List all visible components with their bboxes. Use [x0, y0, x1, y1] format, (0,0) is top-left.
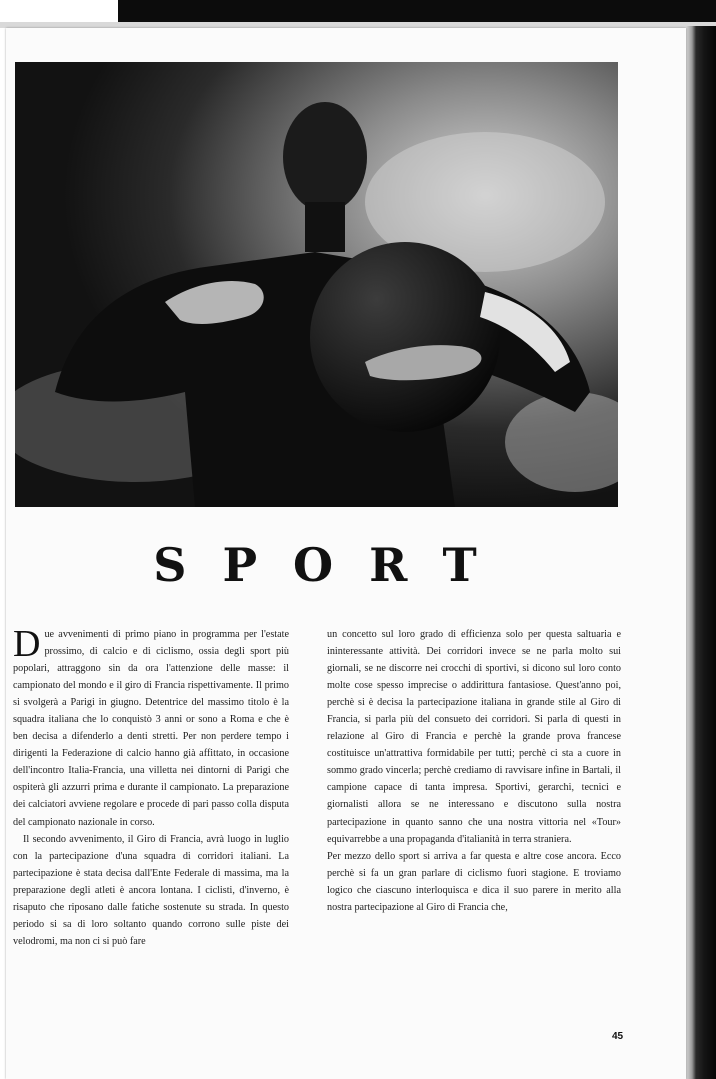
- article-paragraph: Per mezzo dello sport si arriva a far questa e altre cose ancora. Ecco perchè si fa un gran parlare di ciclismo fuori stagione. E troviamo logico che ciascuno interloquisca e dica il suo parere in merito alla nostra partecipazione al Giro di Francia che,: [327, 850, 621, 913]
- section-title: SPORT: [153, 538, 513, 592]
- article-column-left: [13, 623, 289, 950]
- page-number: 45: [612, 1031, 624, 1042]
- article-paragraph: Il secondo avvenimento, il Giro di Francia, avrà luogo in luglio con la partecipazione d'una squadra di corridori italiani. La partecipazione è stata decisa dall'Ente Federale di massima, ma la preparazione degli atleti è ancora lontana. I ciclisti, d'inverno, è risaputo che riposano dalle fatiche sostenute su strada. In questo periodo si sa di loro soltanto quando corrono sulle piste dei velodromi, ma non ci si può fare: [13, 833, 289, 947]
- article-column-right: [327, 626, 621, 916]
- footballer-photo-illustration: [15, 62, 618, 507]
- sport-photo: [15, 62, 618, 507]
- drop-cap: D: [13, 623, 41, 665]
- article-paragraph-text: ue avvenimenti di primo piano in programma per l'estate prossimo, di calcio e di ciclismo, ossia degli sport più popolari, attraggono sin da ora l'attenzione delle masse: il campionato del mondo e il giro di Francia rispettivamente. Il primo si svolgerà a Parigi in giugno. Detentrice del massimo titolo è la squadra italiana che lo conquistò 3 anni or sono a Roma e che è ben decisa a difenderlo a denti stretti. Per non perdere tempo i dirigenti la Federazione di calcio hanno già affittato, in occasione dell'incontro Italia-Francia, una villetta nei dintorni di Parigi che ospiterà gli azzurri prima e durante il campionato. La preparazione dei calciatori avviene regolare e procede di pari passo colla disputa del campionato nazionale in corso.: [13, 629, 289, 828]
- article-paragraph: [13, 623, 289, 831]
- article-paragraph: un concetto sul loro grado di efficienza solo per questa saltuaria e ininteressante attività. Dei corridori invece se ne parla molto sui giornali, se ne discorre nei crocchi di sportivi, si dicono sul loro conto molte cose spesso imprecise o addirittura fantasiose. Quest'anno poi, perchè si è decisa la partecipazione italiana in grande stile al Giro di Francia, si parla più del consueto dei corridori. Si parla di questi in relazione al Giro di Francia e perchè la grande prova francese costituisce un'attrattiva formidabile per tutti; perchè ci sta a cuore in sommo grado vincerla; perchè crediamo di ravvisare infine in Bartali, il campione capace di tanta impresa. Sportivi, gerarchi, tecnici e giornalisti allora se ne interessano e discutono sulla nostra partecipazione in quanto sanno che una nostra vittoria nel «Tour» equivarrebbe a una propaganda d'italianità in terra straniera.: [327, 629, 621, 845]
- book-spine-shadow: [686, 26, 716, 1079]
